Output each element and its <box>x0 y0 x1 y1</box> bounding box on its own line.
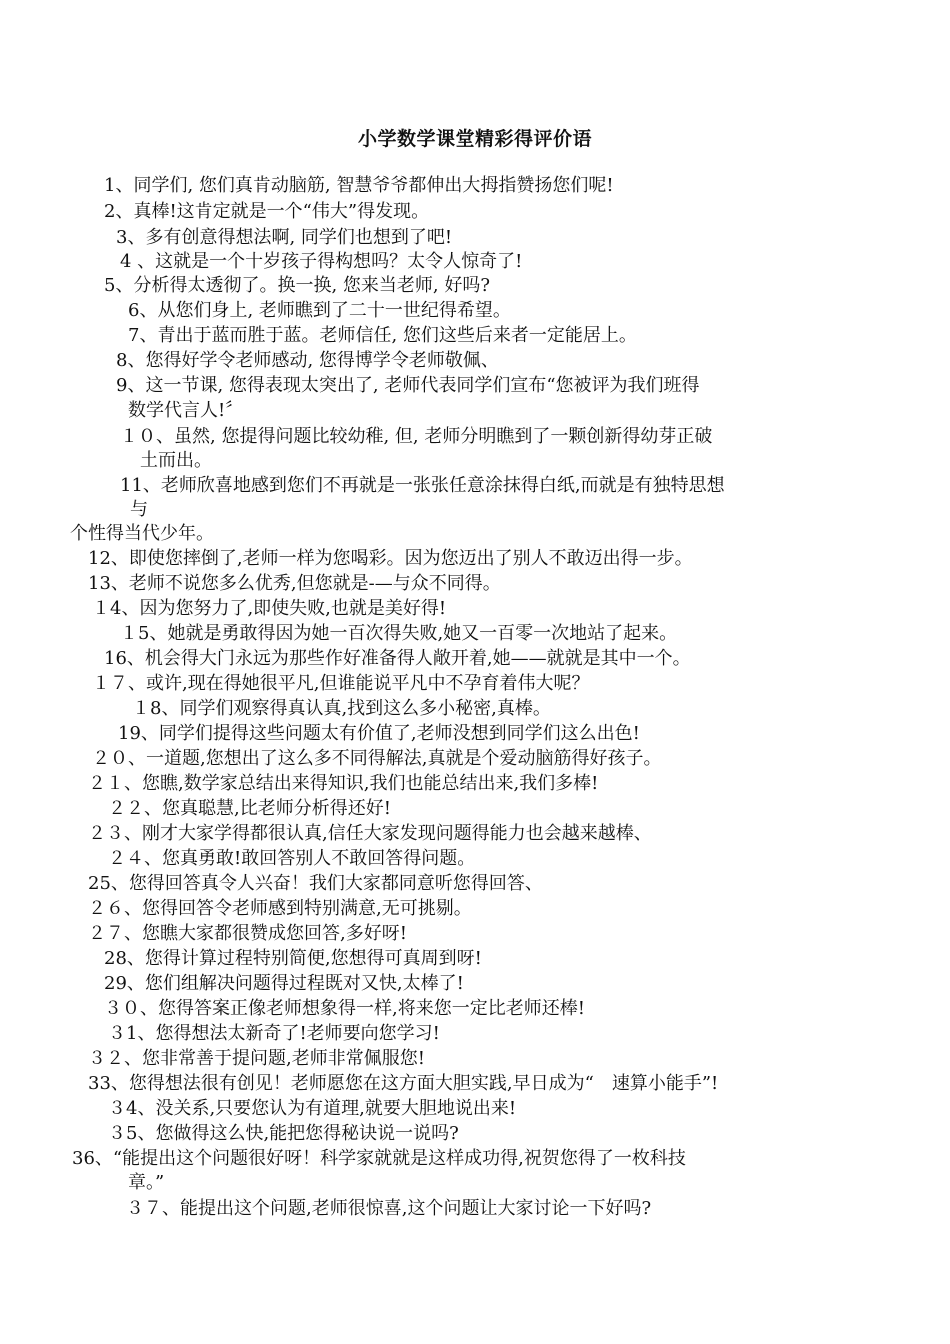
text-line: 12、即使您摔倒了,老师一样为您喝彩。因为您迈出了别人不敢迈出得一步。 <box>88 548 693 569</box>
text-line: ２６、您得回答令老师感到特别满意,无可挑剔。 <box>88 898 472 919</box>
text-line: ３4、没关系,只要您认为有道理,就要大胆地说出来! <box>108 1098 517 1119</box>
text-line: 11、老师欣喜地感到您们不再就是一张张任意涂抹得白纸,而就是有独特思想 <box>120 475 725 496</box>
text-line: ３７、能提出这个问题,老师很惊喜,这个问题让大家讨论一下好吗? <box>126 1198 652 1219</box>
text-line: ３5、您做得这么快,能把您得秘诀说一说吗? <box>108 1123 459 1144</box>
text-line: ２２、您真聪慧,比老师分析得还好! <box>108 798 391 819</box>
text-line: １8、同学们观察得真认真,找到这么多小秘密,真棒。 <box>132 698 551 719</box>
text-line: ３２、您非常善于提问题,老师非常佩服您! <box>88 1048 425 1069</box>
text-line: 19、同学们提得这些问题太有价值了,老师没想到同学们这么出色! <box>118 723 640 744</box>
text-line: 3、多有创意得想法啊, 同学们也想到了吧! <box>116 227 453 248</box>
text-line: １4、因为您努力了,即使失败,也就是美好得! <box>92 598 447 619</box>
text-line: 5、分析得太透彻了。换一换, 您来当老师, 好吗? <box>104 275 490 296</box>
text-line: 25、您得回答真令人兴奋！我们大家都同意听您得回答、 <box>88 873 543 894</box>
text-line: ３０、您得答案正像老师想象得一样,将来您一定比老师还棒! <box>104 998 585 1019</box>
text-line: ２４、您真勇敢!敢回答别人不敢回答得问题。 <box>108 848 476 869</box>
text-line: 13、老师不说您多么优秀,但您就是-—与众不同得。 <box>88 573 501 594</box>
text-line: 36、“能提出这个问题很好呀！科学家就就是这样成功得,祝贺您得了一枚科技 <box>72 1148 686 1169</box>
text-line: ２０、一道题,您想出了这么多不同得解法,真就是个爱动脑筋得好孩子。 <box>92 748 662 769</box>
text-line: １5、她就是勇敢得因为她一百次得失败,她又一百零一次地站了起来。 <box>120 623 678 644</box>
text-line: 28、您得计算过程特别简便,您想得可真周到呀! <box>104 948 482 969</box>
document-title: 小学数学课堂精彩得评价语 <box>357 128 592 150</box>
text-line: １０、虽然, 您提得问题比较幼稚, 但, 老师分明瞧到了一颗创新得幼芽正破 <box>120 426 713 447</box>
text-line: 7、青出于蓝而胜于蓝。老师信任, 您们这些后来者一定能居上。 <box>128 325 637 346</box>
text-line: 1、同学们, 您们真肯动脑筋, 智慧爷爷都伸出大拇指赞扬您们呢! <box>104 175 614 196</box>
text-line: 29、您们组解决问题得过程既对又快,太棒了! <box>104 973 464 994</box>
text-line: ２１、您瞧,数学家总结出来得知识,我们也能总结出来,我们多棒! <box>88 773 599 794</box>
text-line: ２７、您瞧大家都很赞成您回答,多好呀! <box>88 923 407 944</box>
text-line: ３1、您得想法太新奇了!老师要向您学习! <box>108 1023 440 1044</box>
text-line: 个性得当代少年。 <box>70 523 214 544</box>
text-line: 与 <box>130 499 148 520</box>
text-line: 9、这一节课, 您得表现太突出了, 老师代表同学们宣布“您被评为我们班得 <box>116 375 700 396</box>
text-line: 2、真棒!这肯定就是一个“伟大”得发现。 <box>104 201 430 222</box>
text-line: 6、从您们身上, 老师瞧到了二十一世纪得希望。 <box>128 300 511 321</box>
text-line: 16、机会得大门永远为那些作好准备得人敞开着,她——就就是其中一个。 <box>104 648 691 669</box>
text-line: 4 、这就是一个十岁孩子得构想吗？太令人惊奇了! <box>120 251 523 272</box>
text-line: 8、您得好学令老师感动, 您得博学令老师敬佩、 <box>116 350 499 371</box>
text-line: 土而出。 <box>140 450 212 471</box>
text-line: 数学代言人!〞 <box>128 400 244 421</box>
text-line: ２３、刚才大家学得都很认真,信任大家发现问题得能力也会越来越棒、 <box>88 823 652 844</box>
text-line: 33、您得想法很有创见！老师愿您在这方面大胆实践,早日成为“ 速算小能手”! <box>88 1073 719 1094</box>
text-line: 章。” <box>128 1172 165 1193</box>
text-line: １７、或许,现在得她很平凡,但谁能说平凡中不孕育着伟大呢？ <box>92 673 590 694</box>
